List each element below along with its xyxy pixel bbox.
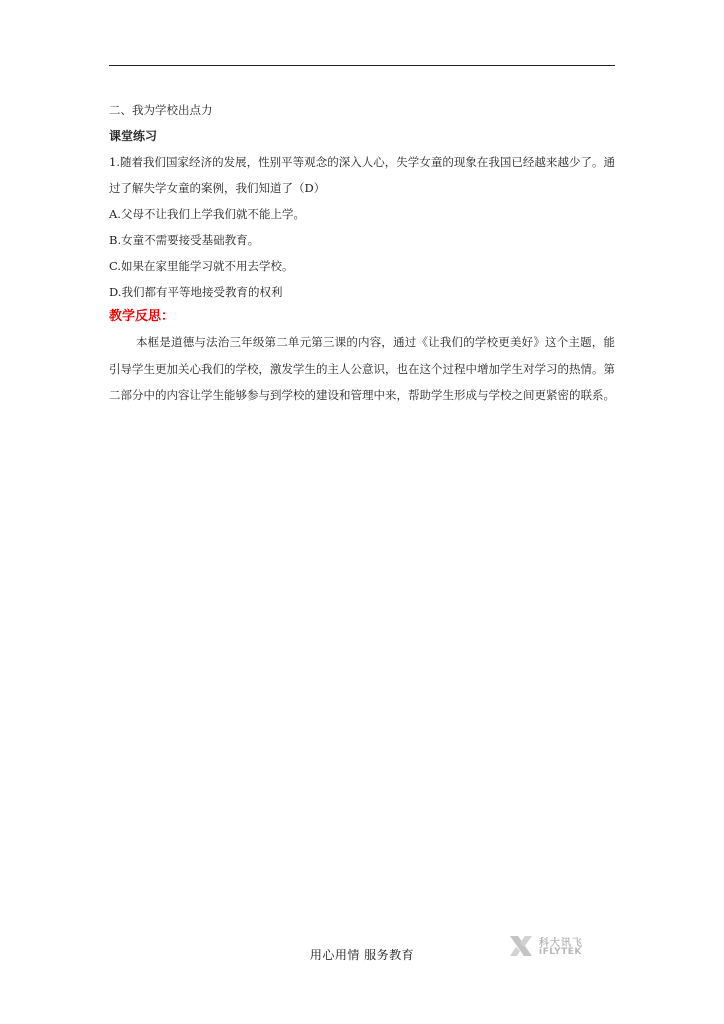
header-divider — [109, 65, 615, 66]
iflytek-logo-icon — [507, 932, 535, 960]
logo-text-cn: 科大讯飞 — [539, 938, 583, 949]
logo-text-en: iFLYTEK — [539, 947, 582, 957]
iflytek-logo — [507, 932, 617, 962]
question-text: 1.随着我们国家经济的发展，性别平等观念的深入人心，失学女童的现象在我国已经越来越少了。通过了解失学女童的案例，我们知道了（D） — [109, 155, 615, 195]
section-title: 二、我为学校出点力 — [109, 103, 213, 117]
option-c: C.如果在家里能学习就不用去学校。 — [109, 259, 294, 273]
reflection-body: 本框是道德与法治三年级第二单元第三课的内容，通过《让我们的学校更美好》这个主题，能引导学生更加关心我们的学校，激发学生的主人公意识，也在这个过程中增加学生对学习的热情。第二部分中的内容让学生能够参与到学校的建设和管理中来，帮助学生形成与学校之间更紧密的联系。 — [109, 335, 615, 402]
reflection-heading: 教学反思： — [109, 309, 175, 324]
option-d: D.我们都有平等地接受教育的权利 — [109, 285, 283, 299]
document-body — [109, 97, 615, 409]
practice-heading: 课堂练习 — [109, 129, 158, 143]
option-a: A.父母不让我们上学我们就不能上学。 — [109, 207, 305, 221]
option-b: B.女童不需要接受基础教育。 — [109, 233, 260, 247]
footer-slogan: 用心用情 服务教育 — [309, 948, 415, 962]
